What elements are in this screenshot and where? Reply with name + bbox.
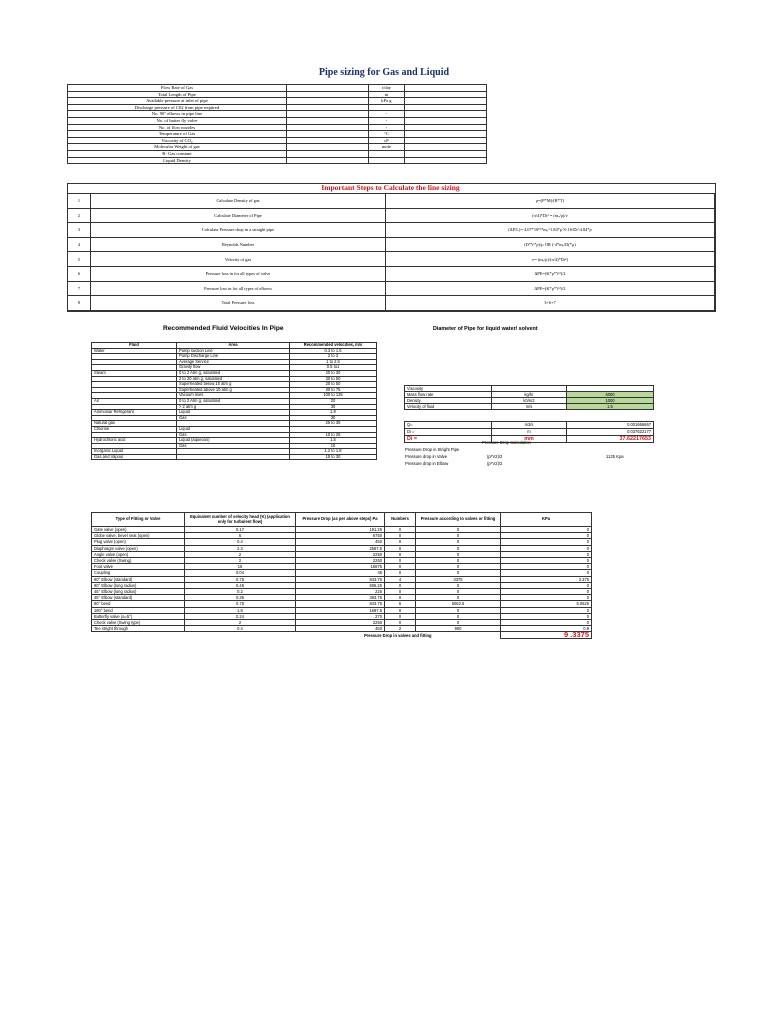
fittings-cell: 900 [416, 626, 501, 632]
step-formula: (ΔP/L)= 4.07*10¹⁵*mₒ^1.84*μ^0.16/Di^4.84*ρ [386, 223, 715, 238]
fittings-cell: 0 [501, 527, 592, 533]
fittings-cell: 225 [296, 589, 385, 595]
step-description: Calculate Pressure drop in a straight pipe [91, 223, 386, 238]
fittings-total-label: Pressure Drop in valves and fitting [363, 632, 432, 638]
fittings-cell: 0 [385, 527, 416, 533]
diameter-calc-label: Di = [405, 436, 492, 443]
fittings-cell: 191.25 [296, 527, 385, 533]
diameter-prop-value: 1.5 [567, 404, 654, 410]
velocities-cell: Gravity flow [177, 365, 290, 371]
fittings-cell: 2250 [296, 558, 385, 564]
fittings-cell: 0 [501, 539, 592, 545]
diameter-heading: Diameter of Pipe for liquid water/ solvent [433, 326, 538, 332]
pressure-drop-formula: (p*V2)/2 [487, 454, 503, 459]
fittings-total-value: 9 .3375 [501, 632, 592, 638]
input-row [68, 144, 487, 151]
velocities-header: Fluid [92, 343, 177, 349]
velocities-cell: Chlorine [92, 426, 177, 432]
pressure-drop-label: Pressure drop in Elbow [405, 461, 449, 466]
fittings-table [91, 512, 592, 639]
fittings-cell: Tee stright through [92, 626, 185, 632]
velocities-cell: 1.2 to 1.8 [290, 449, 377, 455]
pressure-drop-formula: (p*V2)/2 [487, 461, 503, 466]
fittings-cell: 2 [185, 620, 296, 626]
input-table [67, 84, 487, 164]
input-value-cell [286, 104, 368, 111]
step-number: 4 [68, 237, 91, 252]
fittings-cell: 0 [385, 607, 416, 613]
fittings-cell: 0 [501, 613, 592, 619]
fittings-cell: 0.75 [185, 601, 296, 607]
input-unit: - [369, 117, 405, 124]
pressure-drop-list [405, 447, 555, 468]
step-number: 6 [68, 266, 91, 281]
fittings-cell: Angle valve (open) [92, 551, 185, 557]
velocities-cell: Superheated above 10 atm g [177, 387, 290, 393]
velocities-cell: Hydrochloric acid [92, 438, 177, 444]
input-unit [369, 150, 405, 157]
fittings-cell: 3375 [416, 576, 501, 582]
step-row [68, 194, 715, 209]
input-row [68, 98, 487, 105]
diameter-calc-value: 0.037622177 [567, 429, 654, 436]
input-label: Flow Rate of Gas [68, 85, 287, 92]
input-extra-cell [404, 144, 486, 151]
velocities-cell: 10 to 25 [290, 432, 377, 438]
velocities-cell: > 2 atm g [177, 404, 290, 410]
input-row [68, 150, 487, 157]
step-description: Pressure loss in for all types of valve [91, 266, 386, 281]
input-unit: °C [369, 131, 405, 138]
fittings-cell: 15 [185, 564, 296, 570]
fittings-cell: Diaphragm valve (open) [92, 545, 185, 551]
fittings-cell: 2 [185, 558, 296, 564]
velocities-header: Area [177, 343, 290, 349]
input-unit: mole [369, 144, 405, 151]
fittings-cell: 843.75 [296, 576, 385, 582]
fittings-cell: 90° Elbow (long radius) [92, 582, 185, 588]
fittings-cell: 180° bend [92, 607, 185, 613]
fittings-cell: 393.75 [296, 595, 385, 601]
input-row [68, 91, 487, 98]
input-value-cell [286, 117, 368, 124]
input-label: Available pressure at inlet of pipe [68, 98, 287, 105]
step-description: Pressure loss in for all types of elbows [91, 281, 386, 296]
velocities-cell: Pump suction Line [177, 348, 290, 354]
fittings-header-row [92, 513, 592, 527]
diameter-props-table [404, 385, 654, 410]
input-extra-cell [404, 111, 486, 118]
fittings-cell: 0 [501, 545, 592, 551]
velocities-cell: 15 to 30 [290, 454, 377, 460]
velocities-cell: 20 to 30 [290, 370, 377, 376]
input-extra-cell [404, 137, 486, 144]
fittings-cell: 0 [501, 582, 592, 588]
fittings-cell: 45° Elbow (standard) [92, 595, 185, 601]
fittings-total-spacer [92, 632, 185, 638]
fittings-cell: 0 [416, 613, 501, 619]
velocities-cell: Liquid (aqueous) [177, 438, 290, 444]
diameter-calc-row [405, 429, 654, 436]
step-formula: (D*V*ρ)/μ OR (-4*mₒ/D(*μ) [386, 237, 715, 252]
input-label: Temperature of Gas [68, 131, 287, 138]
step-description: Total Pressure loss [91, 296, 386, 311]
input-value-cell [286, 157, 368, 164]
fittings-cell: Plug valve (open) [92, 539, 185, 545]
input-value-cell [286, 98, 368, 105]
fittings-cell: 0 [501, 607, 592, 613]
fittings-cell: 0 [385, 620, 416, 626]
velocities-cell: Liquid [177, 410, 290, 416]
velocities-cell: Water [92, 348, 177, 354]
velocities-cell: 0 to 2 Atm g, saturated [177, 398, 290, 404]
input-extra-cell [404, 98, 486, 105]
fittings-cell: 0 [385, 570, 416, 576]
diameter-calc-label: Q= [405, 422, 492, 429]
input-unit [369, 157, 405, 164]
velocities-cell: Gas [177, 432, 290, 438]
step-description: Calculate Diameter of Pipe [91, 208, 386, 223]
velocities-cell: 20 to 50 [290, 382, 377, 388]
fittings-cell: 0 [416, 564, 501, 570]
input-unit: t/day [369, 85, 405, 92]
fittings-cell: 0 [385, 589, 416, 595]
input-row [68, 131, 487, 138]
fittings-cell: Foot valve [92, 564, 185, 570]
fittings-cell: 0 [416, 589, 501, 595]
fittings-cell: Gate valve (open) [92, 527, 185, 533]
step-description: Calculate Density of gas [91, 194, 386, 209]
fittings-cell: Check valve (Swing type) [92, 620, 185, 626]
step-row [68, 266, 715, 281]
velocities-cell: Gas [177, 415, 290, 421]
input-row [68, 137, 487, 144]
input-label: Discharge pressure of C02 from pipe required [68, 104, 287, 111]
velocities-cell: Inorganic Liquid [92, 449, 177, 455]
fittings-cell: 450 [296, 539, 385, 545]
fittings-cell: 0.35 [185, 595, 296, 601]
diameter-calc-row [405, 422, 654, 429]
input-value-cell [286, 111, 368, 118]
step-formula: ΔPE=(K*ρ*V²)/2 [386, 281, 715, 296]
step-description: Reynolds Number [91, 237, 386, 252]
velocities-cell: 25 to 35 [290, 421, 377, 427]
fittings-header: Equivalent number of velocity head (K) (application only for turbulent flow) [185, 513, 296, 527]
velocities-cell: 1.5 [290, 438, 377, 444]
velocities-cell: Steam [92, 370, 177, 376]
input-row [68, 85, 487, 92]
fittings-cell: 0 [385, 595, 416, 601]
fittings-header: Pressure Drop (as per above steps) Pa [296, 513, 385, 527]
fittings-cell: 0 [416, 558, 501, 564]
fittings-cell: 0.45 [185, 582, 296, 588]
input-row [68, 111, 487, 118]
velocities-cell: 20 [290, 398, 377, 404]
velocities-cell: 0 to 2 Atm g, saturated [177, 370, 290, 376]
input-value-cell [286, 124, 368, 131]
fittings-cell: 2587.5 [296, 545, 385, 551]
velocities-header: Recommended velocities, m/s [290, 343, 377, 349]
input-label: Molecular Weight of gas [68, 144, 287, 151]
step-number: 3 [68, 223, 91, 238]
fittings-header: KPa [501, 513, 592, 527]
fittings-cell: 6 [185, 533, 296, 539]
diameter-prop-value: 6000 [567, 392, 654, 398]
velocities-cell: 10 [290, 443, 377, 449]
pressure-drop-heading: Pressure Drop Calculation [482, 440, 531, 445]
fittings-cell: 0 [501, 564, 592, 570]
fittings-cell: 0 [385, 539, 416, 545]
pressure-drop-label: Pressure Drop in Stright Pipe [405, 447, 460, 452]
velocities-cell: 30 [290, 404, 377, 410]
input-label: Total Length of Pipe [68, 91, 287, 98]
fittings-cell: 90° Elbow (standard) [92, 576, 185, 582]
fittings-cell: 0 [385, 533, 416, 539]
fittings-cell: 0 [385, 558, 416, 564]
velocities-cell: 30 to 50 [290, 376, 377, 382]
pressure-drop-row [405, 454, 555, 461]
fittings-cell: 0 [416, 570, 501, 576]
step-row [68, 252, 715, 267]
velocities-cell: Gas and Vapour [92, 454, 177, 460]
fittings-cell: 0 [416, 533, 501, 539]
fittings-cell: 0 [385, 613, 416, 619]
fittings-cell: 6750 [296, 533, 385, 539]
fittings-cell: 0 [501, 620, 592, 626]
velocities-cell: Pump Discharge Line [177, 354, 290, 360]
velocities-cell: 1 to 2.5 [290, 359, 377, 365]
input-value-cell [286, 144, 368, 151]
diameter-prop-row [405, 404, 654, 410]
velocities-cell: 0.5 to1 [290, 365, 377, 371]
input-extra-cell [404, 91, 486, 98]
input-extra-cell [404, 104, 486, 111]
step-formula: 3+6+7 [386, 296, 715, 311]
diameter-calc-unit: mm [492, 436, 567, 443]
fittings-cell: Globe valve, bevel seat (open) [92, 533, 185, 539]
input-label: R- Gas constant [68, 150, 287, 157]
velocities-cell: 100 to 125 [290, 393, 377, 399]
pressure-drop-side-value: 1125 Kpa [606, 454, 624, 459]
fittings-cell: 0.4 [185, 626, 296, 632]
fittings-cell: 0.24 [185, 613, 296, 619]
fittings-cell: 2250 [296, 620, 385, 626]
input-label: No. of butter fly valve [68, 117, 287, 124]
diameter-calc-value: 37.62217653 [567, 436, 654, 443]
fittings-cell: 0 [416, 551, 501, 557]
fittings-cell: 0 [416, 582, 501, 588]
velocities-cell: Ammonia/ Refrigerant [92, 410, 177, 416]
input-extra-cell [404, 124, 486, 131]
fittings-cell: 0 [416, 545, 501, 551]
velocities-cell: Gas [177, 443, 290, 449]
page-title: Pipe sizing for Gas and Liquid [318, 67, 450, 78]
fittings-header: Type of Fitting or Valve [92, 513, 185, 527]
fittings-cell: 0 [385, 582, 416, 588]
input-value-cell [286, 85, 368, 92]
fittings-cell: 0 [416, 620, 501, 626]
diameter-calc-value: 0.001666667 [567, 422, 654, 429]
diameter-prop-unit: kg/hr [492, 392, 567, 398]
input-value-cell [286, 137, 368, 144]
fittings-cell: 0.2 [185, 589, 296, 595]
input-unit: kPa g [369, 98, 405, 105]
fittings-cell: Coupling [92, 570, 185, 576]
velocities-cell: 2 to 3 [290, 354, 377, 360]
fittings-cell: 5.0625 [501, 601, 592, 607]
velocities-cell [177, 454, 290, 460]
step-formula: (π/4)*Di² = (mₒ/ρ)/v [386, 208, 715, 223]
fittings-cell: 45° Elbow (long radius) [92, 589, 185, 595]
fittings-cell: 1687.5 [296, 607, 385, 613]
fittings-cell: 843.75 [296, 601, 385, 607]
input-row [68, 124, 487, 131]
diameter-calc-unit: m [492, 429, 567, 436]
velocities-cell: 2 to 20 atm g, saturated [177, 376, 290, 382]
fittings-cell: 506.25 [296, 582, 385, 588]
diameter-prop-unit: m/s [492, 404, 567, 410]
diameter-prop-value: 1000 [567, 398, 654, 404]
diameter-calc-unit: m3/s [492, 422, 567, 429]
input-unit: - [369, 124, 405, 131]
fittings-cell: 0 [416, 527, 501, 533]
fittings-cell: 0 [385, 551, 416, 557]
input-value-cell [286, 150, 368, 157]
fittings-cell: 0.4 [185, 539, 296, 545]
fittings-cell: 270 [296, 613, 385, 619]
fittings-cell: 0 [385, 545, 416, 551]
velocities-cell: Liquid [177, 426, 290, 432]
step-description: Velocity of gas [91, 252, 386, 267]
input-row [68, 104, 487, 111]
fittings-cell: 45 [296, 570, 385, 576]
step-number: 8 [68, 296, 91, 311]
fittings-cell: 3.375 [501, 576, 592, 582]
step-formula: ΔPE=(K*ρ*V²)/2 [386, 266, 715, 281]
fittings-cell: 16875 [296, 564, 385, 570]
fittings-cell: 0 [416, 607, 501, 613]
input-unit: m [369, 91, 405, 98]
diameter-prop-label: Mass flow rate [405, 392, 492, 398]
input-extra-cell [404, 150, 486, 157]
fittings-cell: 0 [501, 589, 592, 595]
fittings-cell: 0 [501, 558, 592, 564]
velocities-cell: Average Service [177, 359, 290, 365]
fittings-cell: Check valve (Swing) [92, 558, 185, 564]
diameter-prop-label: Density [405, 398, 492, 404]
fittings-cell: 0 [416, 539, 501, 545]
diameter-prop-label: Velocity of fluid [405, 404, 492, 410]
input-extra-cell [404, 157, 486, 164]
input-label: No. 90° elbows in pipe line [68, 111, 287, 118]
fittings-total-row [92, 632, 592, 638]
steps-table [67, 193, 715, 311]
velocities-cell: Air [92, 398, 177, 404]
input-unit [369, 104, 405, 111]
diameter-prop-unit: kh/m3 [492, 398, 567, 404]
input-value-cell [286, 91, 368, 98]
fittings-cell: 0 [385, 564, 416, 570]
velocities-table [91, 342, 377, 460]
velocities-row [92, 454, 377, 460]
velocities-cell: 30 [290, 415, 377, 421]
fittings-cell: 1.5 [185, 607, 296, 613]
velocities-cell: 0.3 to 1.5 [290, 348, 377, 354]
step-number: 5 [68, 252, 91, 267]
diameter-prop-label: Viscosity [405, 386, 492, 392]
input-value-cell [286, 131, 368, 138]
velocities-header-row [92, 343, 377, 349]
velocities-cell: Natural gas [92, 421, 177, 427]
fittings-cell: 0 [501, 570, 592, 576]
fittings-cell: 0 [501, 533, 592, 539]
input-label: No. of flow nozzles [68, 124, 287, 131]
pressure-drop-row [405, 461, 555, 468]
fittings-cell: 2 [185, 551, 296, 557]
step-row [68, 281, 715, 296]
fittings-cell: 2 [385, 626, 416, 632]
velocities-heading: Recommended Fluid Velocities In Pipe [163, 325, 284, 332]
fittings-cell: 4 [385, 576, 416, 582]
fittings-cell: 90° bend [92, 601, 185, 607]
input-extra-cell [404, 85, 486, 92]
fittings-cell: 0 [416, 595, 501, 601]
step-number: 1 [68, 194, 91, 209]
input-unit: - [369, 111, 405, 118]
input-extra-cell [404, 117, 486, 124]
fittings-cell: 2.3 [185, 545, 296, 551]
diameter-calc-label: Di = [405, 429, 492, 436]
fittings-header: Pressure according to valves or fitting [416, 513, 501, 527]
fittings-cell: 0 [501, 551, 592, 557]
fittings-cell: 5062.5 [416, 601, 501, 607]
fittings-cell: 6 [385, 601, 416, 607]
fittings-cell: 0.75 [185, 576, 296, 582]
fittings-cell: Butterfly valve (a=5°) [92, 613, 185, 619]
step-row [68, 223, 715, 238]
velocities-cell: Superheated below 10 atm g [177, 382, 290, 388]
input-label: Viscosity of CO₂ [68, 137, 287, 144]
fittings-cell: 0.9 [501, 626, 592, 632]
input-row [68, 117, 487, 124]
velocities-cell: Vacuum lines [177, 393, 290, 399]
velocities-cell: 30 to 75 [290, 387, 377, 393]
step-number: 2 [68, 208, 91, 223]
step-formula: ρ=(P*M)/(R*T) [386, 194, 715, 209]
pressure-drop-row [405, 447, 555, 454]
velocities-cell: 1.8 [290, 410, 377, 416]
input-extra-cell [404, 131, 486, 138]
step-formula: v= (mₒ/ρ)/(π/4)*Di²) [386, 252, 715, 267]
fittings-cell: 0 [501, 595, 592, 601]
step-row [68, 237, 715, 252]
fittings-header: Numbers [385, 513, 416, 527]
step-row [68, 208, 715, 223]
pressure-drop-label: Pressure drop in Valve [405, 454, 448, 459]
fittings-cell: 0.04 [185, 570, 296, 576]
fittings-cell: 0.17 [185, 527, 296, 533]
step-row [68, 296, 715, 311]
fittings-cell: 450 [296, 626, 385, 632]
input-row [68, 157, 487, 164]
step-number: 7 [68, 281, 91, 296]
fittings-cell: 2250 [296, 551, 385, 557]
steps-title: Important Steps to Calculate the line sizing [321, 183, 460, 192]
input-label: Liquid Density [68, 157, 287, 164]
fittings-total-spacer [185, 632, 296, 638]
input-unit: cP [369, 137, 405, 144]
